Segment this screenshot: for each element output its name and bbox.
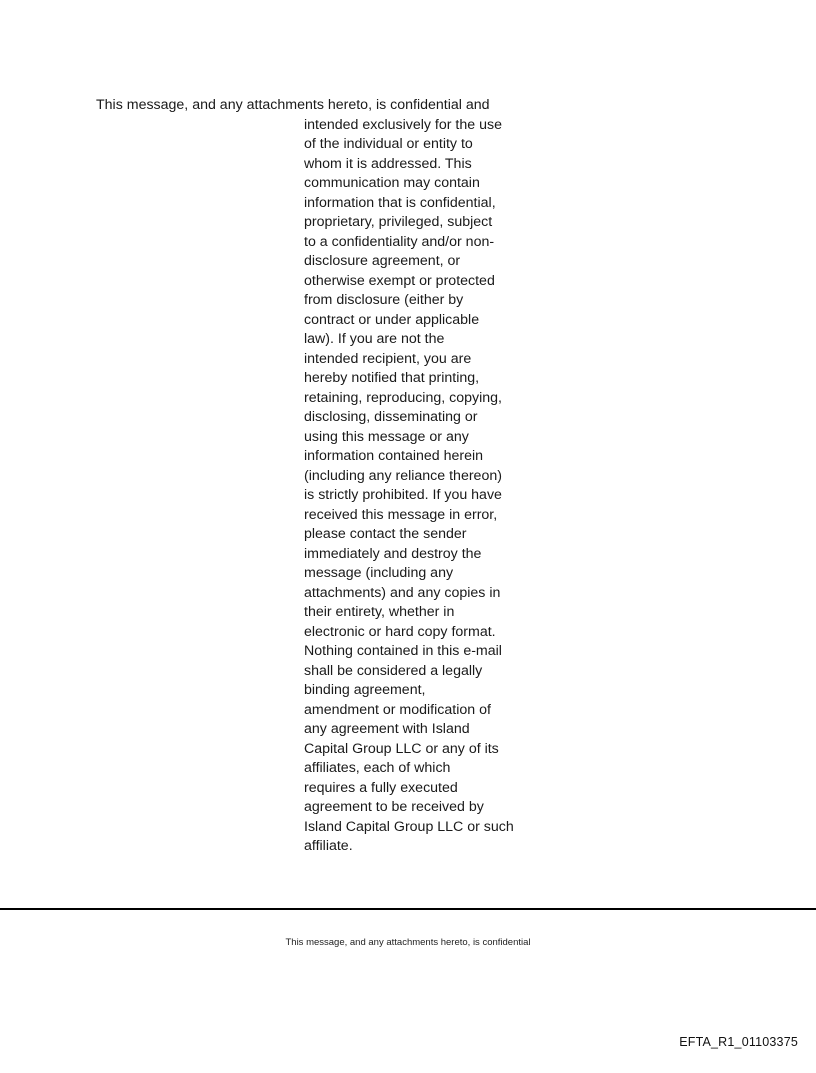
page-divider [0,908,816,910]
disclaimer-line: immediately and destroy the [304,545,482,562]
disclaimer-line: shall be considered a legally [304,662,483,679]
disclaimer-line: intended exclusively for the use [304,116,502,133]
disclaimer-line: attachments) and any copies in [304,584,501,601]
disclaimer-line: whom it is addressed. This [304,155,472,172]
disclaimer-line: Capital Group LLC or any of its [304,740,499,757]
disclaimer-line: to a confidentiality and/or non- [304,233,495,250]
disclaimer-line: otherwise exempt or protected [304,272,495,289]
disclaimer-paragraph [304,116,526,857]
disclaimer-line: received this message in error, [304,506,498,523]
disclaimer-line: hereby notified that printing, [304,370,480,386]
disclaimer-line: affiliate. [304,838,353,854]
disclaimer-line: proprietary, privileged, subject [304,214,493,230]
disclaimer-line: requires a fully executed [304,779,458,796]
disclaimer-line: their entirety, whether in [304,604,455,620]
footer-confidential-note: This message, and any attachments hereto, is confidential [285,937,531,948]
disclaimer-line: from disclosure (either by [304,292,464,308]
disclaimer-line: binding agreement, [304,682,426,698]
disclaimer-line: any agreement with Island [304,721,470,737]
disclaimer-line: electronic or hard copy format. [304,623,496,640]
disclaimer-line: is strictly prohibited. If you have [304,487,502,503]
disclaimer-line: contract or under applicable [304,311,480,328]
disclaimer-line: disclosure agreement, or [304,253,461,269]
disclaimer-line: communication may contain [304,175,480,191]
disclaimer-line: retaining, reproducing, copying, [304,389,502,406]
disclaimer-line: information contained herein [304,448,484,464]
disclaimer-line: information that is confidential, [304,194,496,211]
disclaimer-line: message (including any [304,565,454,581]
disclaimer-line: agreement to be received by [304,799,484,815]
disclaimer-line: law). If you are not the [304,331,445,347]
disclaimer-line: disclosing, disseminating or [304,409,478,425]
disclaimer-first-line: This message, and any attachments hereto, is confidential and [96,97,490,113]
document-id: EFTA_R1_01103375 [679,1035,798,1049]
disclaimer-line: please contact the sender [304,526,467,542]
disclaimer-line: Nothing contained in this e-mail [304,643,502,659]
disclaimer-line: using this message or any [304,428,469,445]
disclaimer-line: amendment or modification of [304,701,491,718]
disclaimer-line: affiliates, each of which [304,760,451,776]
disclaimer-line: Island Capital Group LLC or such [304,818,514,835]
disclaimer-line: intended recipient, you are [304,350,472,367]
disclaimer-line: (including any reliance thereon) [304,467,502,484]
disclaimer-line: of the individual or entity to [304,136,473,152]
